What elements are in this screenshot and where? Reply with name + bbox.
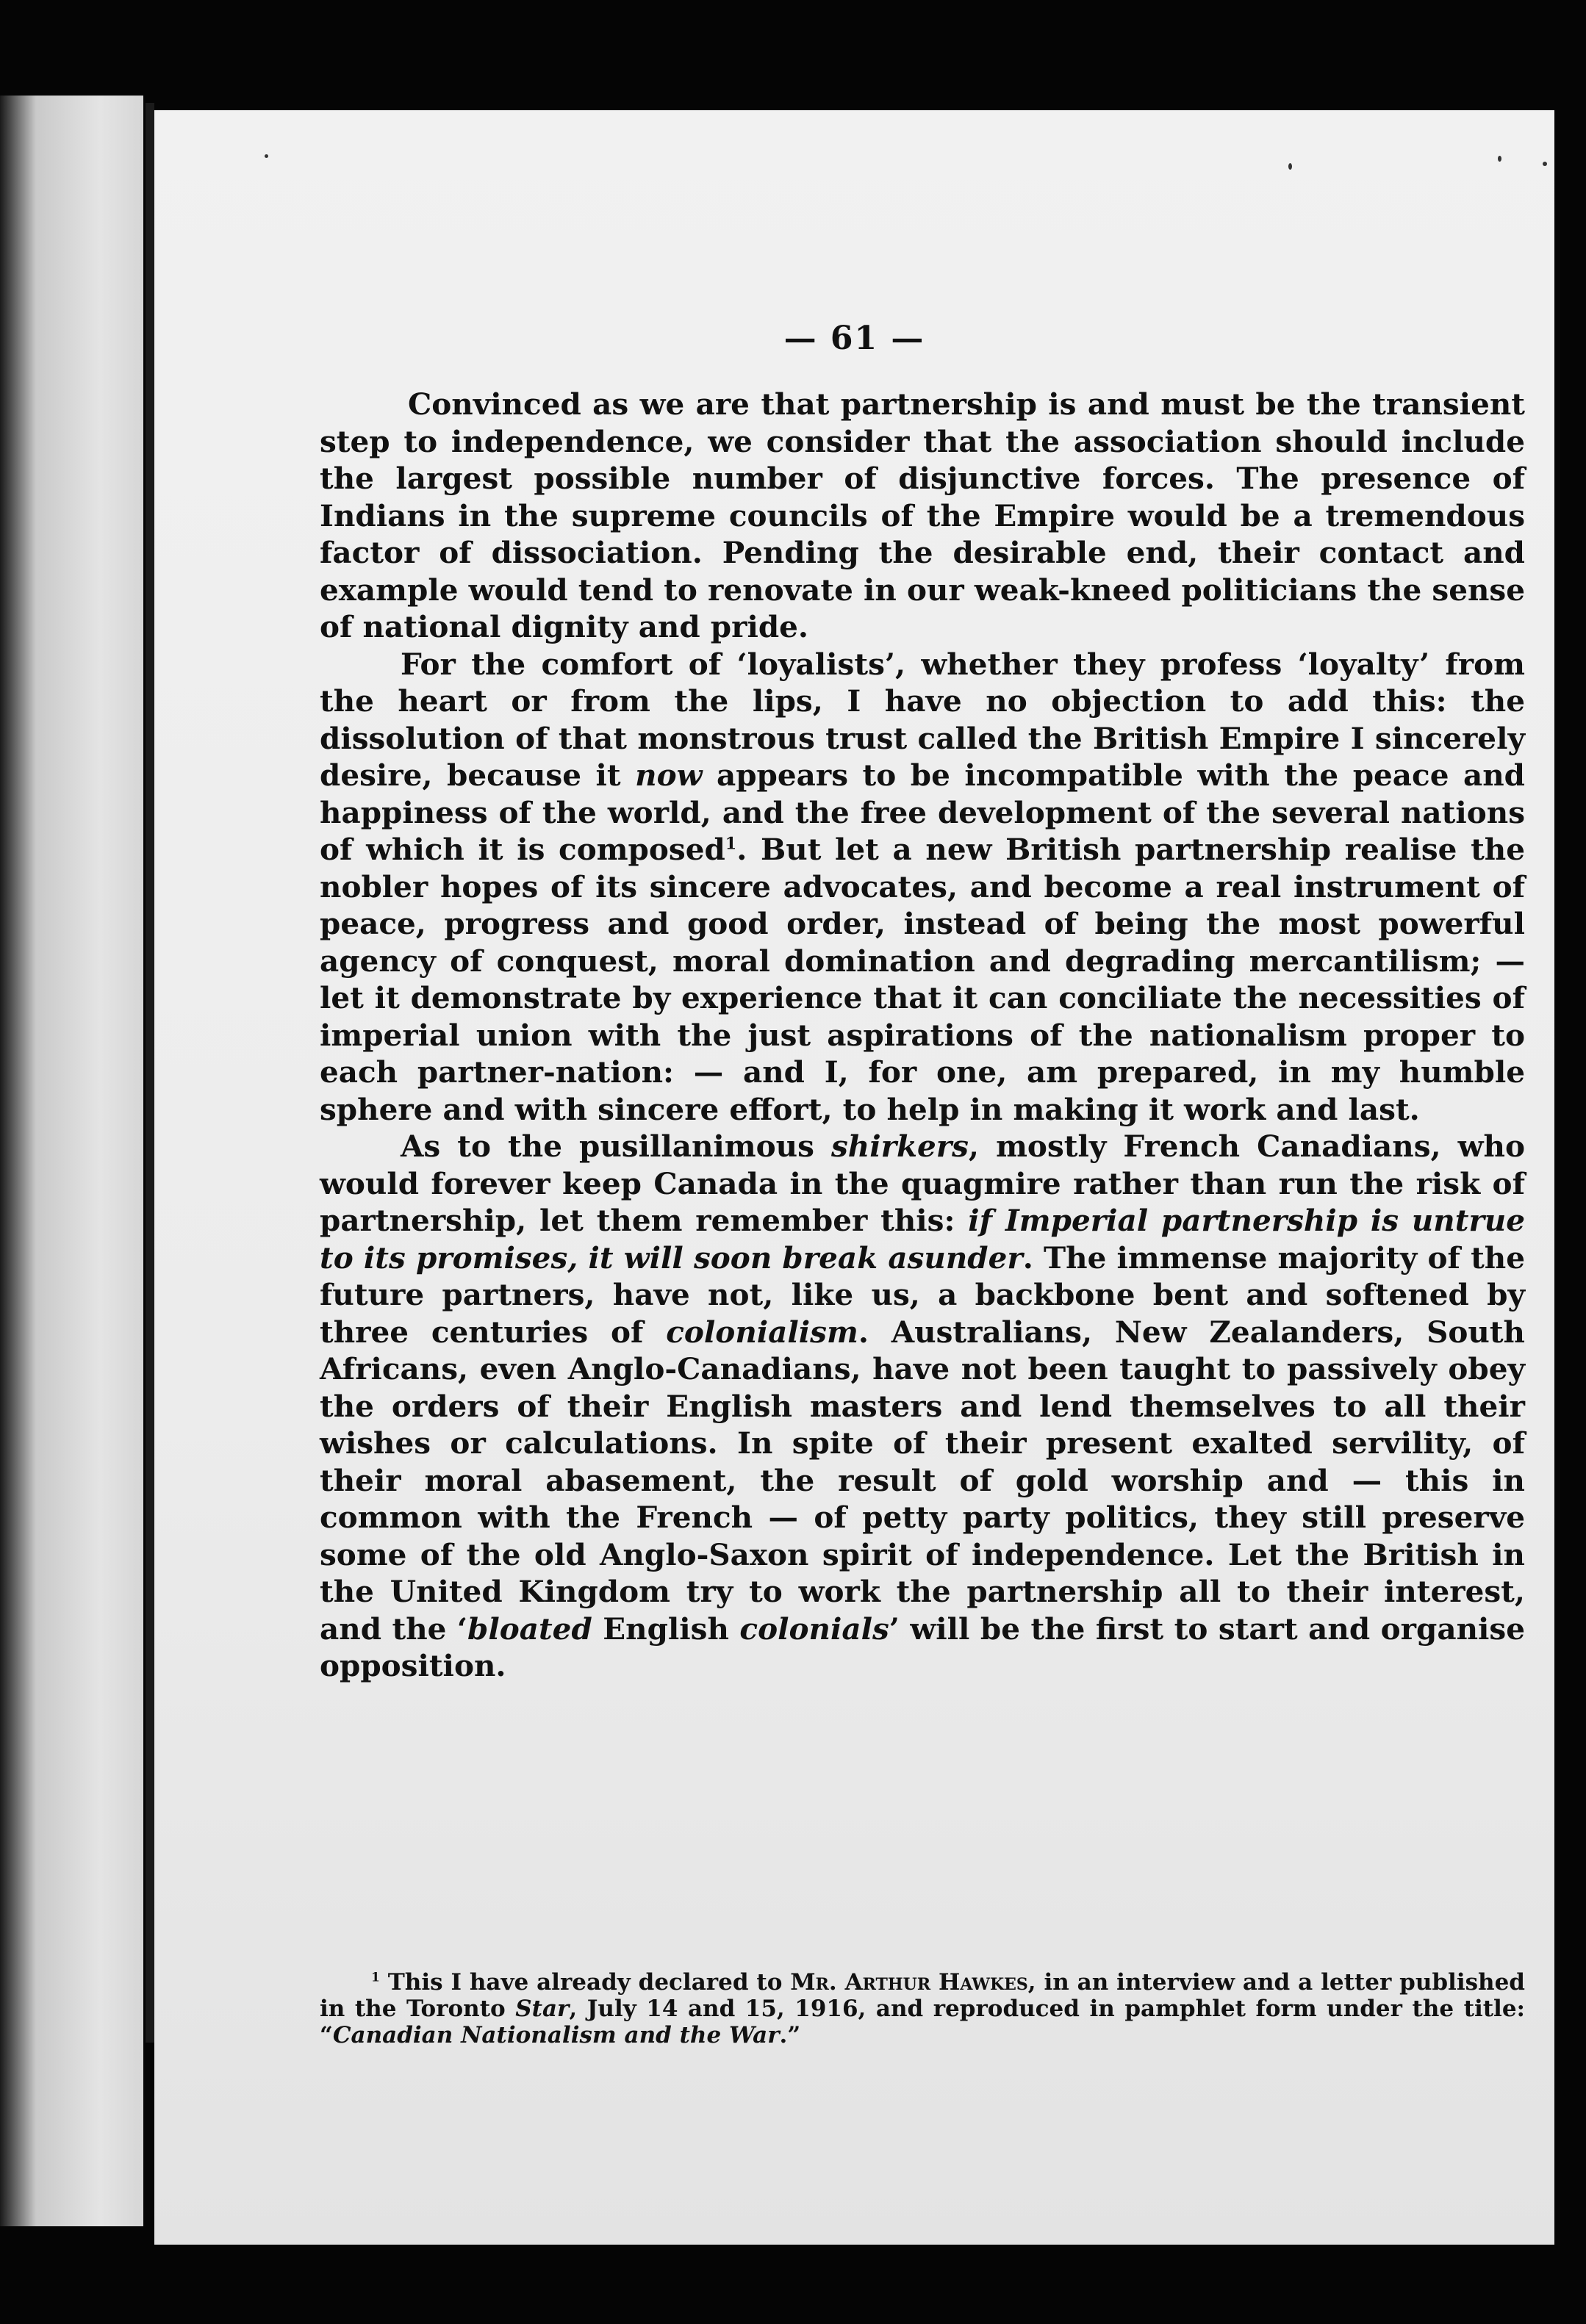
emphasis-colonials: colonials	[739, 1611, 889, 1647]
page-number: — 61 —	[783, 320, 925, 357]
paragraph-2	[320, 646, 1525, 1129]
footnote-text-c: , July 14 and 15, 1916, and reproduced in pamphlet form under the title: “	[320, 1996, 1525, 2048]
scan-speck	[1543, 162, 1547, 166]
paragraph-3	[320, 1128, 1525, 1685]
emphasis-bloated: bloated	[467, 1611, 592, 1647]
emphasis-shirkers: shirkers	[830, 1129, 969, 1164]
body-text	[320, 386, 1525, 1685]
paragraph-3-text-c: . The immense majority of the future partners, have not, like us, a backbone bent and softened by three centuries of	[320, 1240, 1525, 1350]
paragraph-2-text-b: appears to be incompatible with the peace and happiness of the world, and the free development of the several nations of which it is composed	[320, 758, 1525, 867]
footnote-newspaper: Star	[515, 1996, 570, 2022]
paragraph-1-text: Convinced as we are that partnership is and must be the transient step to independence, we consider that the association should include the largest possible number of disjunctive forces. The presence of Indians in the supreme councils of the Empire would be a tremendous factor of dissociation. Pending the desirable end, their contact and example would tend to renovate in our weak-kneed politicians the sense of national dignity and pride.	[320, 386, 1525, 644]
paragraph-2-text-c: . But let a new British partnership realise the nobler hopes of its sincere advocates, and become a real instrument of peace, progress and good order, instead of being the most powerful agency of conquest, moral domination and degrading mercantilism; — let it demonstrate by experience that it can conciliate the necessities of imperial union with the just aspirations of the nationalism proper to each partner-nation: — and I, for one, am prepared, in my humble sphere and with sincere effort, to help in making it work and last.	[320, 832, 1525, 1127]
emphasis-colonialism: colonialism	[666, 1314, 858, 1350]
scan-speck	[1288, 163, 1292, 170]
emphasis-warning: if Imperial partnership is untrue to its promises, it will soon break asunder	[320, 1203, 1525, 1276]
paragraph-1	[320, 386, 1525, 646]
paragraph-3-text-a: As to the pusillanimous	[401, 1129, 831, 1164]
paragraph-3-text-e: English	[592, 1611, 740, 1647]
paragraph-3-text-d: . Australians, New Zealanders, South Africans, even Anglo-Canadians, have not been taught to passively obey the orders of their English masters and lend themselves to all their wishes or calculations. In spite of their present exalted servility, of their moral abasement, the result of gold worship and — this in common with the French — of petty party politics, they still preserve some of the old Anglo-Saxon spirit of independence. Let the British in the United Kingdom try to work the partnership all to their interest, and the ‘	[320, 1314, 1526, 1647]
footnote-text-b: , in an interview and a letter published in the Toronto	[320, 1969, 1525, 2022]
book-page	[154, 110, 1554, 2245]
scan-speck	[1498, 156, 1501, 162]
scan-speck	[265, 154, 268, 158]
footnote	[320, 1969, 1525, 2048]
paragraph-3-text-f: ’ will be the first to start and organise opposition.	[320, 1611, 1525, 1683]
paragraph-3-text-b: , mostly French Canadians, who would forever keep Canada in the quagmire rather than run the risk of partnership, let them remember this:	[320, 1129, 1525, 1238]
footnote-number: 1	[371, 1970, 380, 1985]
footnote-marker: 1	[725, 834, 737, 854]
paragraph-2-text-a: For the comfort of ‘loyalists’, whether they profess ‘loyalty’ from the heart or from the lips, I have no objection to add this: the dissolution of that monstrous trust called the British Empire I sincerely desire, because it	[320, 646, 1525, 793]
adjacent-page-edge	[0, 96, 143, 2226]
page-gutter-shadow	[146, 103, 154, 2043]
footnote-text-d: .”	[779, 2022, 801, 2048]
footnote-title: Canadian Nationalism and the War	[332, 2022, 780, 2048]
footnote-person: Mr. Arthur Hawkes	[790, 1969, 1028, 1996]
emphasis-now: now	[635, 758, 703, 793]
footnote-text-a: This I have already declared to	[379, 1969, 791, 1996]
